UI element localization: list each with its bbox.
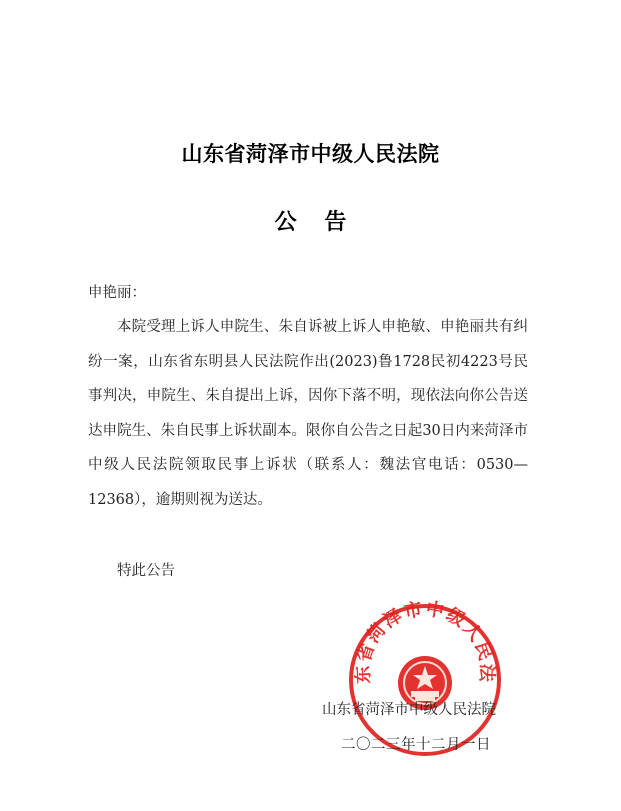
seal-text: 东省菏泽市中级人民法: [352, 600, 498, 685]
closing-line: 特此公告: [117, 563, 175, 579]
notice-title: 公 告: [274, 210, 347, 235]
court-title: 山东省菏泽市中级人民法院: [181, 142, 440, 166]
addressee: 申艳丽：: [88, 285, 146, 301]
notice-body: 本院受理上诉人申院生、朱自诉被上诉人申艳敏、申艳丽共有纠纷一案，山东省东明县人民法院作出(2023)鲁1728民初4223号民事判决，申院生、朱自提出上诉，因你下落不明，现依法向你公告送达申院生、朱自民事上诉状副本。限你自公告之日起30日内来菏泽市中级人民法院领取民事上诉状（联系人：魏法官电话：0530—12368），逾期则视为送达。: [88, 319, 528, 508]
signature-court: 山东省菏泽市中级人民法院: [322, 702, 496, 718]
signature-date: 二〇二三年十二月一日: [341, 737, 491, 753]
